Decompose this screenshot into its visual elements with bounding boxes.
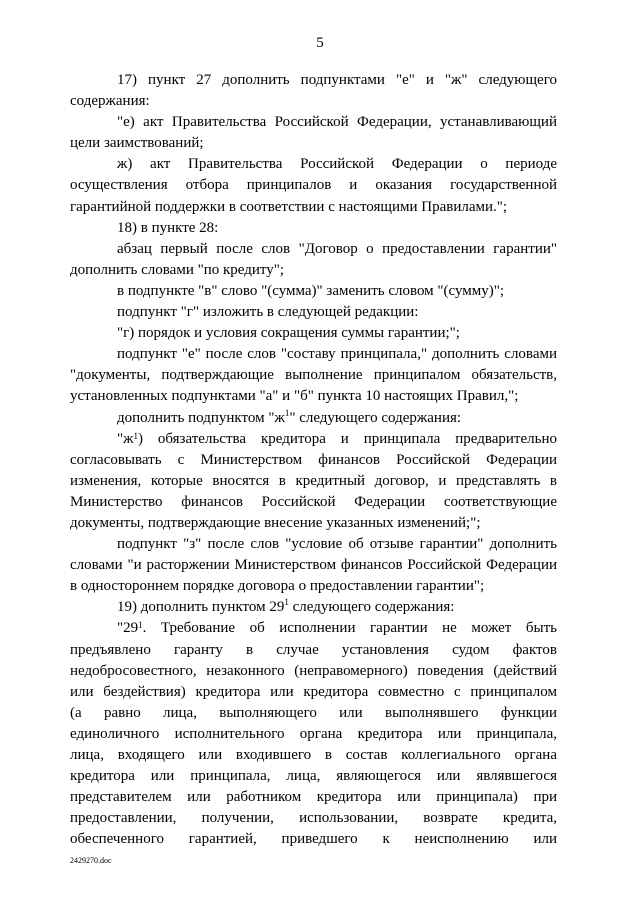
footer-filename: 2429270.doc [70,856,112,865]
text-fragment: 19) дополнить пунктом 29 [117,599,285,616]
text-line: подпункт "г" изложить в следующей редакции: [117,304,419,321]
text-line: абзац первый после слов "Договор о предоставлении гарантии" [117,240,557,257]
text-line: "документы, подтверждающие выполнение принципалом обязательств, [70,367,557,384]
text-line: предоставлении, получении, использовании, возврате кредита, [70,810,557,827]
text-fragment: . Требование об исполнении гарантии не может быть [142,620,557,637]
text-line: ж) акт Правительства Российской Федерации о периоде [117,156,557,173]
superscript: 1 [133,430,138,441]
text-line: подпункт "е" после слов "составу принципала," дополнить словами [117,346,557,363]
text-line: в подпункте "в" слово "(сумма)" заменить словом "(сумму)"; [117,282,505,299]
text-line [70,850,557,871]
text-line: кредитора или принципала, лица, являющегося или являвшегося [70,768,557,785]
text-line: дополнить словами "по кредиту"; [70,261,285,278]
text-fragment: " следующего содержания: [289,409,462,426]
text-fragment: ) обязательства кредитора и принципала предварительно [138,430,557,447]
text-line: согласовывать с Министерством финансов Российской Федерации [70,451,557,468]
text-line: "г) порядок и условия сокращения суммы гарантии;"; [117,325,460,342]
text-line: содержания: [70,93,150,110]
text-fragment: следующего содержания: [288,599,455,616]
text-line: недобросовестного, незаконного (неправомерного) поведения (действий [70,662,557,679]
text-line: в одностороннем порядке договора о предоставлении гарантии"; [70,578,485,595]
text-line: представителем или работником кредитора или принципала) при [70,789,557,806]
text-fragment: "ж [117,430,134,447]
text-line: словами "и расторжении Министерством финансов Российской Федерации [70,557,557,574]
text-line [70,429,557,450]
text-line: предъявлено гаранту в случае установления судом фактов [70,641,557,658]
text-line: (а равно лица, выполняющего или выполнявшего функции [70,704,557,721]
text-line: подпункт "з" после слов "условие об отзыве гарантии" дополнить [117,536,557,553]
text-line: гарантийной поддержки в соответствии с настоящими Правилами."; [70,198,508,215]
text-fragment: дополнить подпунктом "ж [117,409,285,426]
text-line: Министерство финансов Российской Федерации соответствующие [70,493,557,510]
text-line [70,618,557,639]
superscript: 1 [284,597,289,608]
superscript: 1 [138,620,143,631]
document-body [70,70,557,872]
superscript: 1 [284,407,290,418]
text-line: "е) акт Правительства Российской Федерации, устанавливающий [117,114,557,131]
text-line: или бездействия) кредитора или кредитора совместно с принципалом [70,683,557,700]
text-line: цели заимствований; [70,135,204,152]
text-line: обеспеченного гарантией, приведшего к неисполнению или [70,831,557,848]
text-line: 18) в пункте 28: [117,219,219,236]
page-number: 5 [316,35,324,51]
text-line: изменения, которые вносятся в кредитный договор, и представлять в [70,472,557,489]
text-line: документы, подтверждающие внесение указанных изменений;"; [70,514,481,531]
text-line: единоличного исполнительного органа кредитора или принципала, [70,725,557,742]
text-fragment: "29 [117,620,139,637]
text-line: лица, входящего или входившего в состав коллегиального органа [70,747,557,763]
text-line: установленных подпунктами "а" и "б" пункта 10 настоящих Правил,"; [70,388,519,405]
text-line: 17) пункт 27 дополнить подпунктами "е" и "ж" следующего [117,72,557,88]
text-line [70,408,557,429]
text-line [70,597,557,618]
text-line: осуществления отбора принципалов и оказания государственной [70,177,557,194]
